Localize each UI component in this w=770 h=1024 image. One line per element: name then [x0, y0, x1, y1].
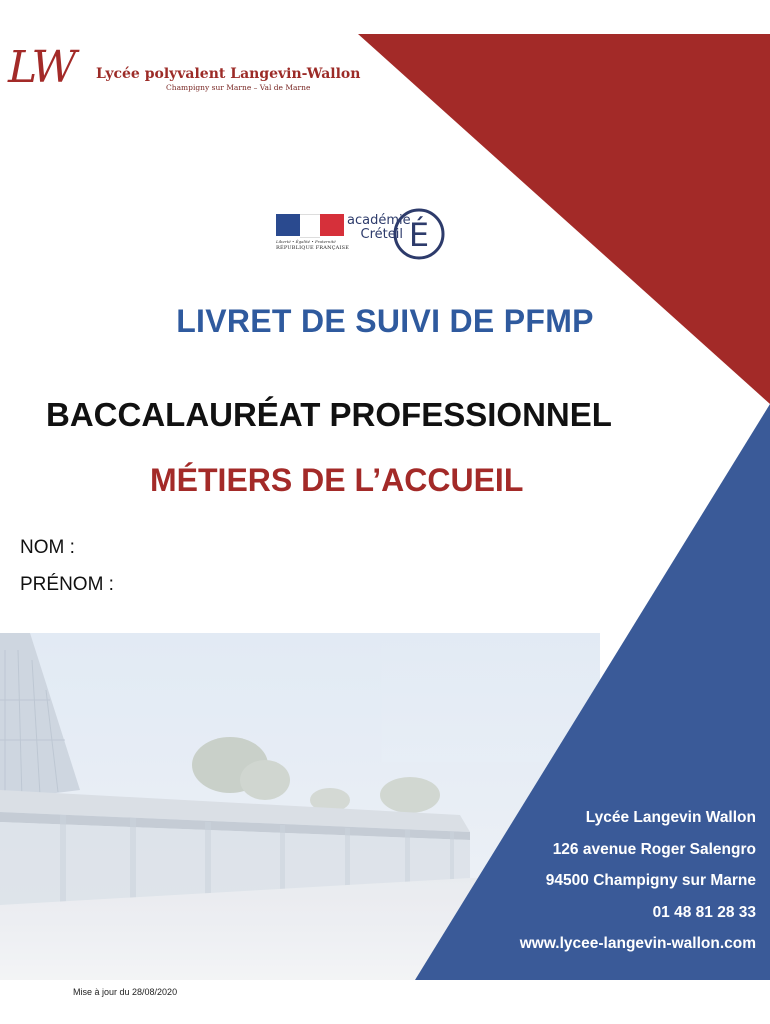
contact-block: [426, 802, 756, 960]
specialty-title: MÉTIERS DE L’ACCUEIL: [150, 462, 524, 498]
contact-phone: 01 48 81 28 33: [652, 903, 756, 921]
school-name: Lycée polyvalent Langevin-Wallon: [96, 66, 361, 82]
diploma-title: BACCALAURÉAT PROFESSIONNEL: [46, 396, 612, 433]
academie-logo-icon: [386, 200, 448, 262]
french-flag-icon: [276, 214, 344, 236]
contact-website: www.lycee-langevin-wallon.com: [519, 935, 756, 952]
school-location: Champigny sur Marne – Val de Marne: [166, 83, 311, 92]
update-note: Mise à jour du 28/08/2020: [73, 987, 178, 997]
republique-label: RÉPUBLIQUE FRANÇAISE: [276, 245, 350, 251]
document-title: LIVRET DE SUIVI DE PFMP: [176, 303, 594, 339]
republique-francaise-logo: [276, 214, 348, 251]
academie-line1: académie: [347, 213, 411, 228]
contact-name: Lycée Langevin Wallon: [585, 809, 756, 826]
academie-line2: Créteil: [360, 227, 403, 242]
academie-letter: É: [408, 216, 430, 254]
school-logo: LW: [8, 42, 75, 93]
republique-motto: Liberté • Égalité • Fraternité: [276, 239, 336, 244]
contact-street: 126 avenue Roger Salengro: [552, 840, 756, 858]
prenom-label: PRÉNOM :: [20, 574, 114, 595]
nom-label: NOM :: [20, 537, 75, 558]
contact-city: 94500 Champigny sur Marne: [545, 872, 756, 889]
